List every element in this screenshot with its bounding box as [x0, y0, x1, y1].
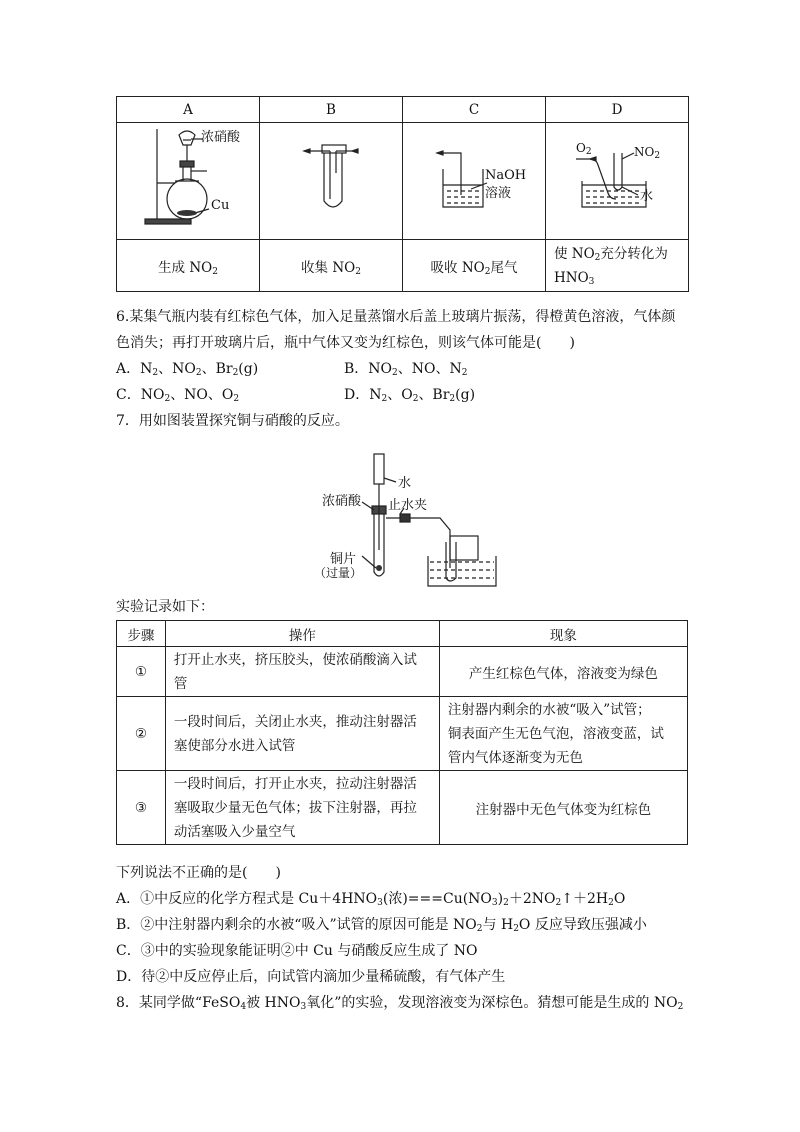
purpose-a — [117, 240, 260, 292]
q8-s3: 2 — [677, 1002, 684, 1012]
header-b: B — [260, 97, 403, 123]
header-a: A — [117, 97, 260, 123]
q6d-3: 、Br — [418, 387, 450, 403]
purpose-a-sub: 2 — [212, 266, 218, 277]
label-excess-q7: （过量） — [314, 566, 363, 580]
diagram-a — [117, 123, 260, 240]
step-2: ② — [117, 697, 166, 771]
q6a-s1: 2 — [152, 368, 159, 378]
q7a-s1: 3 — [377, 898, 383, 908]
q8-1: 8．某同学做“FeSO — [116, 995, 241, 1011]
q7a-s4: 2 — [555, 898, 562, 908]
q7a-1: A．①中反应的化学方程式是 Cu＋4HNO — [116, 891, 378, 907]
op-1-line2: 管 — [173, 675, 188, 692]
purpose-c-text: 吸收 NO — [430, 259, 485, 276]
q6-stem-line2: 色消失；再打开玻璃片后，瓶中气体又变为红棕色，则该气体可能是( ) — [116, 335, 575, 351]
q7-apparatus — [300, 450, 500, 590]
q7-stem: 7．用如图装置探究铜与硝酸的反应。 — [116, 413, 349, 429]
op-3 — [165, 771, 439, 845]
diagram-b — [260, 123, 403, 240]
q7b-s2: 2 — [513, 924, 519, 934]
purpose-b-text: 收集 NO — [301, 259, 356, 276]
q7-option-b — [116, 914, 647, 936]
step-3: ③ — [117, 771, 166, 845]
col-step: 步骤 — [117, 621, 166, 647]
q6b-2: 、NO、N — [397, 361, 462, 377]
label-no2-sub: 2 — [654, 151, 661, 161]
q6d-s1: 2 — [381, 394, 388, 404]
q7b-3: O 反应导致压强减小 — [518, 917, 647, 933]
q6a-1: A．N — [116, 361, 153, 377]
purpose-d — [546, 240, 689, 292]
label-o2-sub: 2 — [585, 147, 592, 157]
q6d-s3: 2 — [449, 394, 456, 404]
label-copper-q7: 铜片 — [330, 552, 357, 567]
q6b-1: B．NO — [344, 361, 393, 377]
purpose-d-l1-sub: 2 — [594, 252, 601, 263]
q7b-2: 与 H — [482, 917, 514, 933]
op-3-line3: 动活塞吸入少量空气 — [173, 823, 296, 840]
no2-conversion-diagram — [546, 123, 688, 235]
q7a-5: ↑＋2H — [561, 891, 609, 907]
label-water-d: 水 — [640, 189, 654, 204]
purpose-b — [260, 240, 403, 292]
q7b-1: B．②中注射器内剩余的水被“吸入”试管的原因可能是 NO — [116, 917, 477, 933]
purpose-d-l2-sub: 3 — [588, 276, 595, 287]
q6-option-a — [116, 358, 258, 380]
op-2 — [165, 697, 439, 771]
purpose-c — [403, 240, 546, 292]
label-no2-text: NO — [634, 145, 655, 159]
q6a-4: (g) — [238, 361, 259, 377]
q7a-4: ＋2NO — [508, 891, 556, 907]
q7b-s1: 2 — [476, 924, 483, 934]
col-operation: 操作 — [165, 621, 439, 647]
q7a-6: O — [613, 891, 626, 907]
q8-s1: 4 — [240, 1002, 247, 1012]
phen-2-line1: 注射器内剩余的水被“吸入”试管； — [447, 701, 651, 718]
op-2-line2: 塞使部分水进入试管 — [173, 737, 296, 754]
q7-record-intro: 实验记录如下： — [116, 599, 214, 615]
op-2-line1: 一段时间后，关闭止水夹，推动注射器活 — [173, 713, 417, 730]
experiment-record-table — [116, 620, 688, 845]
q8-s2: 3 — [300, 1002, 307, 1012]
q6d-2: 、O — [387, 387, 413, 403]
q6c-s2: 2 — [233, 394, 240, 404]
label-solution: 溶液 — [485, 186, 512, 201]
label-clamp-q7: 止水夹 — [388, 498, 428, 513]
label-acid-q7: 浓硝酸 — [322, 494, 362, 509]
purpose-c-post: 尾气 — [490, 259, 518, 276]
op-1 — [165, 647, 439, 697]
label-naoh: NaOH — [485, 168, 527, 183]
q7-question: 下列说法不正确的是( ) — [116, 865, 281, 881]
step-1: ① — [117, 647, 166, 697]
q7a-3: ) — [497, 891, 504, 907]
q8-stem — [116, 992, 683, 1014]
phen-2-line2: 铜表面产生无色气泡，溶液变蓝，试 — [447, 725, 664, 742]
purpose-d-l2-pre: HNO — [554, 269, 589, 286]
label-o2 — [576, 141, 592, 155]
q7a-2: (浓)===Cu(NO — [382, 891, 492, 907]
phen-2-line3: 管内气体逐渐变为无色 — [447, 749, 583, 766]
header-d: D — [546, 97, 689, 123]
header-c: C — [403, 97, 546, 123]
op-1-line1: 打开止水夹，挤压胶头，使浓硝酸滴入试 — [173, 651, 417, 668]
diagram-d — [546, 123, 689, 240]
q6d-s2: 2 — [412, 394, 419, 404]
q6b-s2: 2 — [461, 368, 468, 378]
q6c-2: 、NO、O — [170, 387, 234, 403]
q6d-4: (g) — [455, 387, 476, 403]
phen-2 — [439, 697, 687, 771]
q6c-1: C．NO — [116, 387, 165, 403]
purpose-a-text: 生成 NO — [158, 259, 213, 276]
q7a-s2: 3 — [491, 898, 498, 908]
q6a-s3: 2 — [232, 368, 239, 378]
q8-2: 被 HNO — [246, 995, 301, 1011]
q6a-3: 、Br — [201, 361, 233, 377]
purpose-d-line2 — [554, 266, 680, 290]
q6c-s1: 2 — [164, 394, 171, 404]
q7a-s5: 2 — [608, 898, 614, 908]
purpose-d-l1-pre: 使 NO — [554, 245, 595, 262]
phen-3: 注射器中无色气体变为红棕色 — [439, 771, 687, 845]
label-water-q7: 水 — [398, 476, 412, 491]
q7-option-a — [116, 888, 625, 910]
op-3-line1: 一段时间后，打开止水夹，拉动注射器活 — [173, 775, 417, 792]
apparatus-table — [116, 96, 689, 292]
q6d-1: D．N — [344, 387, 382, 403]
q7-option-d: D．待②中反应停止后，向试管内滴加少量稀硫酸，有气体产生 — [116, 969, 506, 985]
gas-collection-tube-diagram — [260, 123, 402, 235]
label-conc-nitric-acid-a: 浓硝酸 — [201, 130, 241, 145]
col-phenomenon: 现象 — [439, 621, 687, 647]
purpose-c-sub: 2 — [484, 266, 491, 277]
q6b-s1: 2 — [392, 368, 398, 378]
q6-option-d — [344, 384, 475, 406]
q6-option-c — [116, 384, 239, 406]
q6a-2: 、NO — [158, 361, 196, 377]
q7-option-c: C．③中的实验现象能证明②中 Cu 与硝酸反应生成了 NO — [116, 943, 478, 959]
purpose-d-line1 — [554, 242, 680, 266]
phen-1: 产生红棕色气体，溶液变为绿色 — [439, 647, 687, 697]
q8-3: 氧化”的实验，发现溶液变为深棕色。猜想可能是生成的 NO — [306, 995, 678, 1011]
label-cu-a: Cu — [211, 198, 230, 213]
q6-stem-line1: 6.某集气瓶内装有红棕色气体，加入足量蒸馏水后盖上玻璃片振荡，得橙黄色溶液，气体颜 — [116, 309, 676, 325]
label-no2-d — [634, 145, 660, 159]
diagram-c — [403, 123, 546, 240]
op-3-line2: 塞吸取少量无色气体；拔下注射器，再拉 — [173, 799, 417, 816]
q6a-s2: 2 — [195, 368, 202, 378]
q6-option-b — [344, 358, 467, 380]
q7a-s3: 2 — [503, 898, 509, 908]
purpose-d-l1-post: 充分转化为 — [600, 245, 668, 262]
purpose-b-sub: 2 — [355, 266, 361, 277]
label-o2-text: O — [576, 141, 586, 155]
